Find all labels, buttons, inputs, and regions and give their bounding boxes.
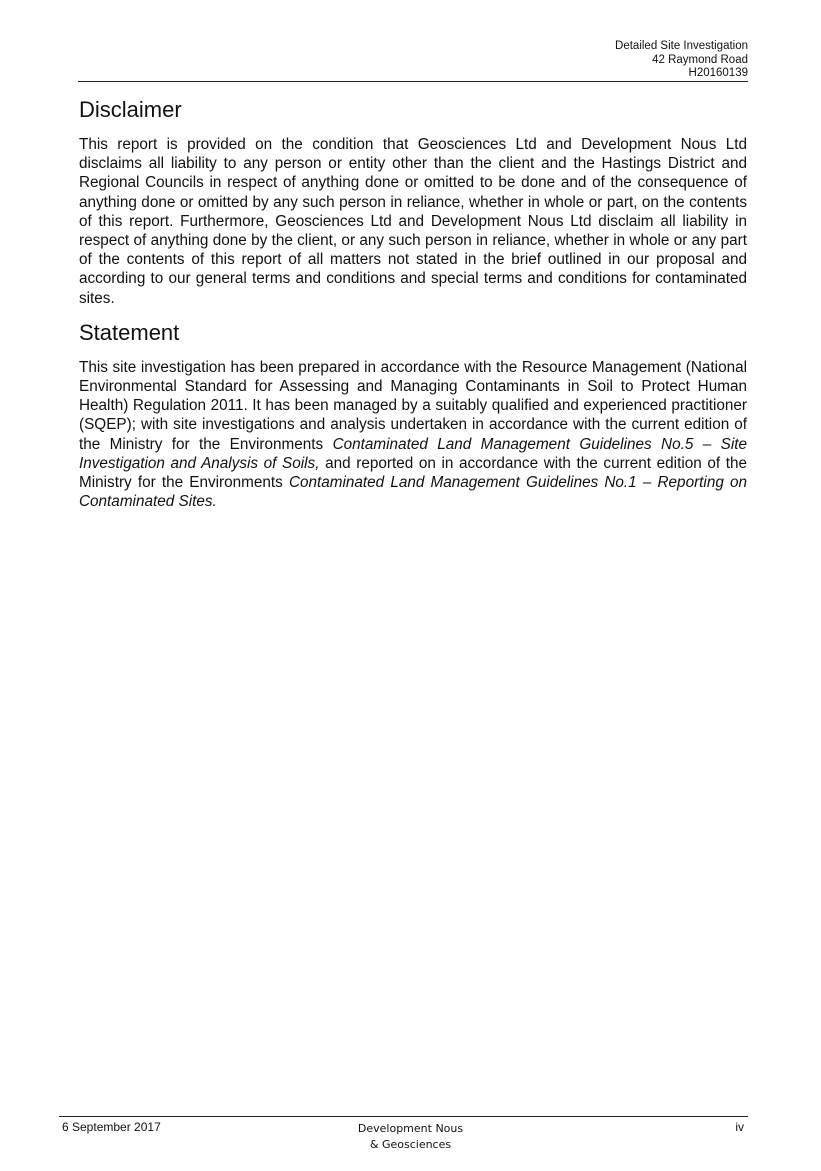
statement-text-1: This site investigation has been prepared in accordance with the Resource Management (National Environmental Standard for Assessing and Managing Contaminants in Soil to Protect Human Health) Regulation 2011. It has been managed by a suitably qualified and experienced practitioner (SQEP); with site investigations and analysis undertaken in accordance with the current edition of the Ministry for the Environments xyxy=(79,358,747,453)
statement-guideline-1: Contaminated Land Management Guidelines No.1 – Reporting on Contaminated Sites. xyxy=(79,474,747,511)
header-report-title: Detailed Site Investigation xyxy=(615,40,748,52)
page-header xyxy=(615,40,748,81)
disclaimer-heading: Disclaimer xyxy=(79,97,182,122)
main-content xyxy=(79,97,747,511)
footer-org-line-2: & Geosciences xyxy=(369,1138,452,1151)
disclaimer-paragraph: This report is provided on the condition that Geosciences Ltd and Development Nous Ltd disclaims all liability to any person or entity other than the client and the Hastings District and Regional Councils in respect of anything done or omitted to be done and of the consequence of anything done or omitted by any such person in reliance, whether in whole or part, on the contents of this report. Furthermore, Geosciences Ltd and Development Nous Ltd disclaim all liability in respect of anything done by the client, or any such person in reliance, whether in whole or any part of the contents of this report of all matters not stated in the brief outlined in our proposal and according to our general terms and conditions and special terms and conditions for contaminated sites. xyxy=(79,136,747,307)
disclaimer-section xyxy=(79,97,747,308)
footer-date: 6 September 2017 xyxy=(62,1120,161,1134)
footer-org-line-1: Development Nous xyxy=(357,1122,464,1135)
statement-text-2: and reported on in accordance with the current edition of the Ministry for the Environments xyxy=(79,454,747,492)
page-number: iv xyxy=(735,1120,744,1134)
header-address: 42 Raymond Road xyxy=(652,53,748,66)
header-reference: H20160139 xyxy=(688,67,748,79)
statement-heading: Statement xyxy=(79,319,180,345)
footer-organisation xyxy=(0,1121,821,1153)
footer-divider xyxy=(59,1116,748,1117)
statement-paragraph xyxy=(79,358,747,512)
header-divider xyxy=(78,81,748,82)
statement-section xyxy=(79,320,747,512)
statement-guideline-5: Contaminated Land Management Guidelines No.5 – Site Investigation and Analysis of Soils, xyxy=(79,435,748,472)
